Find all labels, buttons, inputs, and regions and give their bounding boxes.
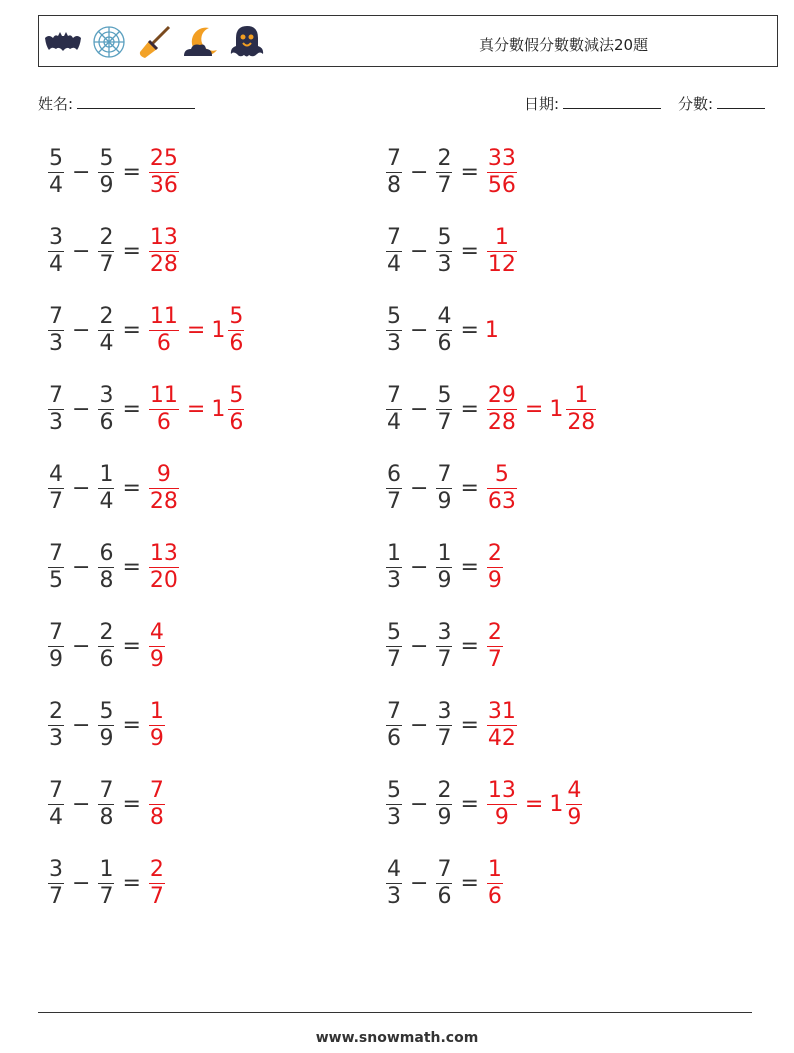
subtrahend-fraction-denominator: 4 [99,488,114,514]
answer-fraction-numerator: 2 [149,856,164,882]
answer-equals-sign: = [524,791,544,817]
answer [147,224,181,277]
equals-sign: = [460,633,479,659]
subtrahend-fraction-denominator: 6 [437,883,452,909]
answer-fraction-denominator: 63 [487,488,516,514]
problem-item [46,300,246,360]
subtrahend-fraction [98,145,114,198]
subtrahend-fraction-denominator: 7 [99,251,114,277]
answer [147,382,246,435]
answer-fraction [149,540,179,593]
subtrahend-fraction [436,224,452,277]
answer-fraction-denominator: 36 [149,172,178,198]
subtrahend-fraction-numerator: 5 [437,382,452,408]
subtrahend-fraction [98,382,114,435]
answer-fraction [487,540,503,593]
answer-fraction [487,619,503,672]
subtrahend-fraction-numerator: 2 [99,619,114,645]
minuend-fraction-denominator: 4 [387,251,401,277]
minuend-fraction-numerator: 5 [387,619,401,645]
answer [485,318,500,343]
mixed-fraction-denominator: 6 [229,409,244,435]
subtrahend-fraction-denominator: 6 [99,646,114,672]
answer-fraction-denominator: 6 [156,409,171,435]
answer-fraction [487,777,517,830]
problem-item [46,616,167,676]
bat-icon [43,24,83,60]
equals-sign: = [122,317,141,343]
mixed-fraction [566,777,582,830]
answer-fraction-denominator: 9 [487,567,502,593]
mixed-fraction [228,303,244,356]
subtrahend-fraction-numerator: 5 [99,145,114,171]
answer-fraction-numerator: 9 [156,461,171,487]
minuend-fraction [386,777,402,830]
subtrahend-fraction-denominator: 9 [437,567,452,593]
subtrahend-fraction [436,698,452,751]
minuend-fraction-numerator: 7 [387,224,401,250]
equals-sign: = [460,870,479,896]
minuend-fraction-denominator: 3 [387,883,401,909]
minuend-fraction-numerator: 3 [49,856,63,882]
answer-fraction-numerator: 4 [149,619,164,645]
equals-sign: = [122,633,141,659]
minus-sign: − [72,396,91,422]
score-field[interactable] [678,93,765,114]
minus-sign: − [410,238,429,264]
subtrahend-fraction [98,224,114,277]
minuend-fraction-denominator: 7 [49,488,63,514]
equals-sign: = [122,791,141,817]
subtrahend-fraction [436,777,452,830]
answer [147,540,181,593]
minus-sign: − [410,791,429,817]
answer-fraction-denominator: 7 [487,646,502,672]
minuend-fraction [386,382,402,435]
subtrahend-fraction-numerator: 6 [99,540,114,566]
subtrahend-fraction-numerator: 3 [99,382,114,408]
minuend-fraction-numerator: 5 [49,145,63,171]
answer-fraction [487,382,517,435]
answer-fraction-denominator: 28 [487,409,516,435]
minuend-fraction-denominator: 8 [387,172,401,198]
mixed-fraction-denominator: 28 [567,409,596,435]
answer [147,461,181,514]
problem-item [384,853,505,913]
problem-item [46,537,181,597]
problem-item [46,221,181,281]
subtrahend-fraction [98,777,114,830]
minuend-fraction [386,461,402,514]
problem-item [384,300,500,360]
minuend-fraction-denominator: 4 [49,804,63,830]
minuend-fraction-denominator: 9 [49,646,63,672]
answer-fraction-denominator: 20 [149,567,178,593]
minus-sign: − [72,238,91,264]
subtrahend-fraction [436,382,452,435]
minuend-fraction [48,145,64,198]
answer [485,145,519,198]
minus-sign: − [410,633,429,659]
minus-sign: − [72,633,91,659]
answer-fraction-denominator: 8 [149,804,164,830]
equals-sign: = [460,238,479,264]
answer [485,619,505,672]
equals-sign: = [122,159,141,185]
answer [147,777,167,830]
answer-fraction [149,382,179,435]
equals-sign: = [122,396,141,422]
answer [485,461,519,514]
mixed-fraction-numerator: 4 [567,777,582,803]
problem-item [46,458,181,518]
date-line[interactable] [563,94,661,109]
subtrahend-fraction-denominator: 7 [437,409,452,435]
problem-item [384,379,598,439]
answer-fraction [149,224,179,277]
subtrahend-fraction-denominator: 7 [437,172,452,198]
subtrahend-fraction [436,856,452,909]
equals-sign: = [122,238,141,264]
equals-sign: = [122,475,141,501]
subtrahend-fraction-denominator: 9 [437,488,452,514]
ghost-icon [227,24,267,60]
problem-item [384,695,519,755]
mixed-whole: 1 [549,791,564,817]
answer-fraction-denominator: 9 [149,646,164,672]
header-icons [43,24,267,60]
equals-sign: = [460,317,479,343]
answer-fraction-numerator: 7 [149,777,164,803]
mixed-fraction [566,382,596,435]
worksheet-title: 真分數假分數數減法20題 [479,36,649,54]
minuend-fraction-numerator: 3 [49,224,63,250]
subtrahend-fraction-denominator: 4 [99,330,114,356]
subtrahend-fraction-numerator: 5 [437,224,452,250]
problem-item [46,695,167,755]
minuend-fraction-numerator: 5 [387,777,401,803]
minuend-fraction-denominator: 5 [49,567,63,593]
minuend-fraction-denominator: 7 [387,488,401,514]
minuend-fraction-denominator: 7 [49,883,63,909]
answer [147,619,167,672]
minuend-fraction-denominator: 3 [49,330,63,356]
equals-sign: = [460,554,479,580]
minuend-fraction-numerator: 7 [387,382,401,408]
footer-url: www.snowmath.com [315,1030,479,1046]
minuend-fraction [48,224,64,277]
subtrahend-fraction [436,145,452,198]
footer-divider [38,1012,752,1013]
subtrahend-fraction-denominator: 8 [99,804,114,830]
answer-fraction-numerator: 25 [149,145,178,171]
answer-fraction-numerator: 5 [494,461,509,487]
answer-fraction-denominator: 12 [487,251,516,277]
header-box [38,15,778,67]
mixed-fraction [228,382,244,435]
problem-item [46,379,246,439]
subtrahend-fraction [436,461,452,514]
answer-fraction-numerator: 13 [149,224,178,250]
minuend-fraction [386,224,402,277]
subtrahend-fraction-denominator: 8 [99,567,114,593]
minus-sign: − [410,554,429,580]
answer-fraction-numerator: 2 [487,540,502,566]
minuend-fraction-numerator: 4 [387,856,401,882]
subtrahend-fraction-denominator: 7 [99,883,114,909]
minuend-fraction [386,856,402,909]
subtrahend-fraction-denominator: 9 [99,725,114,751]
answer-fraction-numerator: 13 [149,540,178,566]
answer-fraction-numerator: 11 [149,303,178,329]
answer [485,382,598,435]
subtrahend-fraction-numerator: 2 [437,777,452,803]
minuend-fraction-denominator: 6 [387,725,401,751]
answer-fraction-numerator: 1 [149,698,164,724]
subtrahend-fraction-numerator: 3 [437,619,452,645]
equals-sign: = [122,870,141,896]
answer-fraction-denominator: 6 [487,883,502,909]
date-field[interactable] [524,93,661,114]
problem-item [384,616,505,676]
answer-fraction-numerator: 33 [487,145,516,171]
minuend-fraction-numerator: 7 [49,777,63,803]
minus-sign: − [72,159,91,185]
answer-fraction-numerator: 2 [487,619,502,645]
answer [147,698,167,751]
subtrahend-fraction [98,698,114,751]
minuend-fraction [48,461,64,514]
minuend-fraction-denominator: 4 [387,409,401,435]
subtrahend-fraction [98,856,114,909]
minus-sign: − [72,475,91,501]
mixed-whole: 1 [211,396,226,422]
minus-sign: − [72,317,91,343]
minus-sign: − [410,317,429,343]
minuend-fraction-numerator: 4 [49,461,63,487]
subtrahend-fraction-numerator: 2 [99,303,114,329]
problem-item [384,142,519,202]
answer-fraction-numerator: 1 [487,856,502,882]
answer-fraction-numerator: 11 [149,382,178,408]
minuend-fraction-denominator: 3 [387,330,401,356]
subtrahend-fraction-denominator: 7 [437,725,452,751]
minuend-fraction-denominator: 3 [49,409,63,435]
answer [485,698,519,751]
answer [147,856,167,909]
problem-item [384,774,584,834]
minuend-fraction-numerator: 7 [387,698,401,724]
answer [147,303,246,356]
minus-sign: − [72,870,91,896]
minuend-fraction-numerator: 7 [49,303,63,329]
answer-equals-sign: = [186,396,206,422]
mixed-fraction-numerator: 5 [229,382,244,408]
subtrahend-fraction [98,461,114,514]
answer-fraction [149,777,165,830]
subtrahend-fraction-numerator: 4 [437,303,452,329]
answer-fraction-denominator: 56 [487,172,516,198]
score-line[interactable] [717,94,765,109]
spider-web-icon [89,24,129,60]
subtrahend-fraction-denominator: 7 [437,646,452,672]
subtrahend-fraction-numerator: 1 [99,856,114,882]
subtrahend-fraction-numerator: 1 [437,540,452,566]
mixed-fraction-denominator: 9 [567,804,582,830]
equals-sign: = [460,475,479,501]
answer-fraction [149,698,165,751]
answer-fraction [487,856,503,909]
answer-fraction [487,224,517,277]
answer-fraction-numerator: 1 [494,224,509,250]
minuend-fraction-numerator: 6 [387,461,401,487]
minus-sign: − [72,712,91,738]
problem-item [46,142,181,202]
minuend-fraction [386,303,402,356]
answer-fraction-denominator: 42 [487,725,516,751]
subtrahend-fraction-denominator: 3 [437,251,452,277]
broom-icon [135,24,175,60]
mixed-fraction-numerator: 5 [229,303,244,329]
minuend-fraction [48,540,64,593]
subtrahend-fraction-denominator: 6 [99,409,114,435]
subtrahend-fraction-denominator: 6 [437,330,452,356]
answer-fraction-denominator: 28 [149,488,178,514]
subtrahend-fraction-numerator: 5 [99,698,114,724]
equals-sign: = [460,712,479,738]
answer-whole: 1 [484,317,499,343]
answer-equals-sign: = [186,317,206,343]
minuend-fraction-numerator: 1 [387,540,401,566]
subtrahend-fraction [436,303,452,356]
equals-sign: = [122,712,141,738]
minuend-fraction [386,698,402,751]
minus-sign: − [410,870,429,896]
subtrahend-fraction-numerator: 7 [99,777,114,803]
name-label: 姓名: [38,95,74,113]
minuend-fraction-denominator: 4 [49,251,63,277]
equals-sign: = [122,554,141,580]
subtrahend-fraction-numerator: 3 [437,698,452,724]
answer-fraction [149,461,179,514]
minuend-fraction-denominator: 7 [387,646,401,672]
minus-sign: − [72,791,91,817]
answer-fraction-denominator: 28 [149,251,178,277]
mixed-fraction-numerator: 1 [574,382,589,408]
problem-item [384,221,519,281]
subtrahend-fraction-denominator: 9 [437,804,452,830]
subtrahend-fraction [98,619,114,672]
answer-fraction [487,461,517,514]
minuend-fraction [48,856,64,909]
minuend-fraction [386,540,402,593]
answer-fraction-numerator: 13 [487,777,516,803]
answer-fraction-denominator: 9 [149,725,164,751]
equals-sign: = [460,159,479,185]
minuend-fraction-numerator: 7 [387,145,401,171]
subtrahend-fraction-numerator: 2 [99,224,114,250]
answer-fraction [149,619,165,672]
subtrahend-fraction-denominator: 9 [99,172,114,198]
subtrahend-fraction-numerator: 7 [437,461,452,487]
minus-sign: − [410,396,429,422]
answer [485,224,519,277]
answer-equals-sign: = [524,396,544,422]
answer-fraction-denominator: 6 [156,330,171,356]
minuend-fraction [386,145,402,198]
minus-sign: − [410,475,429,501]
minuend-fraction-denominator: 3 [387,567,401,593]
minuend-fraction-denominator: 3 [49,725,63,751]
minuend-fraction [48,382,64,435]
subtrahend-fraction-numerator: 7 [437,856,452,882]
problem-item [384,458,519,518]
minuend-fraction [48,303,64,356]
subtrahend-fraction [436,540,452,593]
minus-sign: − [72,554,91,580]
minuend-fraction-numerator: 7 [49,382,63,408]
answer-fraction [487,698,517,751]
answer-fraction [149,145,179,198]
mixed-whole: 1 [549,396,564,422]
answer-fraction [149,856,165,909]
moon-cloud-icon [181,24,221,60]
name-line[interactable] [77,94,195,109]
answer-fraction-numerator: 29 [487,382,516,408]
equals-sign: = [460,791,479,817]
minus-sign: − [410,712,429,738]
score-label: 分數: [678,95,714,113]
subtrahend-fraction [98,303,114,356]
minuend-fraction [48,619,64,672]
minuend-fraction-denominator: 4 [49,172,63,198]
answer [485,856,505,909]
equals-sign: = [460,396,479,422]
answer-fraction-numerator: 31 [487,698,516,724]
minuend-fraction-denominator: 3 [387,804,401,830]
minuend-fraction-numerator: 5 [387,303,401,329]
date-label: 日期: [524,95,560,113]
minuend-fraction [48,698,64,751]
subtrahend-fraction-numerator: 1 [99,461,114,487]
answer-fraction-denominator: 9 [494,804,509,830]
minuend-fraction-numerator: 2 [49,698,63,724]
minuend-fraction-numerator: 7 [49,540,63,566]
problem-item [384,537,505,597]
name-field[interactable] [38,93,195,114]
subtrahend-fraction [436,619,452,672]
minus-sign: − [410,159,429,185]
minuend-fraction [386,619,402,672]
answer [485,540,505,593]
answer [485,777,584,830]
subtrahend-fraction-numerator: 2 [437,145,452,171]
answer-fraction [149,303,179,356]
problem-item [46,774,167,834]
answer [147,145,181,198]
minuend-fraction [48,777,64,830]
subtrahend-fraction [98,540,114,593]
mixed-fraction-denominator: 6 [229,330,244,356]
answer-fraction-denominator: 7 [149,883,164,909]
mixed-whole: 1 [211,317,226,343]
problem-item [46,853,167,913]
answer-fraction [487,145,517,198]
minuend-fraction-numerator: 7 [49,619,63,645]
